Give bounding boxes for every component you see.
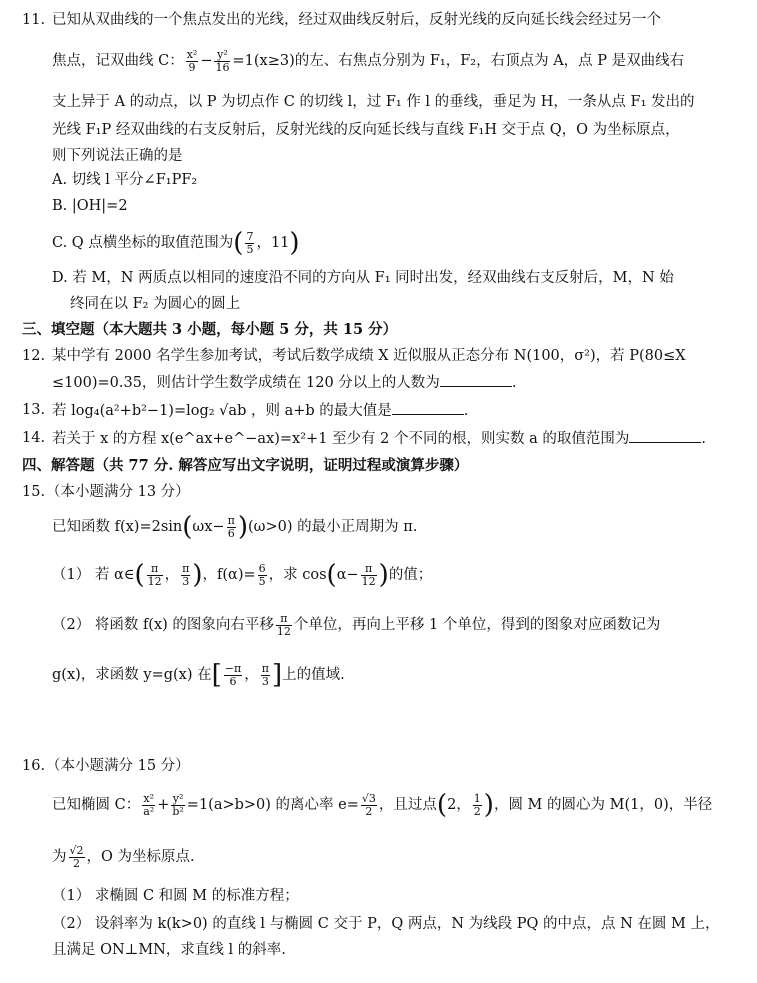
fraction-1-over-2 xyxy=(473,793,482,818)
q16-def-text-c: ，且过点 xyxy=(378,797,437,813)
q16-def-text-d: ，圆 M 的圆心为 M(1，0)，半径 xyxy=(493,797,713,813)
q15-score-note: （本小题满分 13 分） xyxy=(46,484,190,500)
denominator: 3 xyxy=(182,574,190,588)
fraction-pi-over-6 xyxy=(227,515,236,540)
q15-part1-text-d: α− xyxy=(336,567,359,583)
q11-line2 xyxy=(52,46,684,76)
fraction-6-over-5 xyxy=(258,563,267,588)
q16-def-text-a: 已知椭圆 C： xyxy=(52,797,141,813)
q12-line2: ≤100)=0.35，则估计学生数学成绩在 120 分以上的人数为 . xyxy=(52,372,516,393)
numerator: π xyxy=(182,561,190,575)
denominator: b² xyxy=(172,804,184,818)
q11-line5: 则下列说法正确的是 xyxy=(52,148,183,164)
q13-number: 13. xyxy=(22,402,46,418)
fraction-pi-over-3 xyxy=(181,563,190,588)
minus-sign: − xyxy=(200,53,213,69)
section-4-heading: 四、解答题（共 77 分. 解答应写出文字说明，证明过程或演算步骤） xyxy=(22,457,469,474)
denominator: a² xyxy=(143,804,155,818)
q16-part2-line2: 且满足 ON⊥MN，求直线 l 的斜率. xyxy=(52,942,286,958)
q15-part1-text-a: （1） 若 α∈ xyxy=(52,567,135,583)
option-c-upper: ，11 xyxy=(256,235,290,251)
q15-function-definition xyxy=(52,512,417,542)
q16-number: 16. xyxy=(22,758,46,774)
q16-def-text-b: =1(a>b>0) 的离心率 e= xyxy=(186,797,359,813)
q12-line1: 某中学有 2000 名学生参加考试，考试后数学成绩 X 近似服从正态分布 N(100，σ²)，若 P(80≤X xyxy=(52,348,686,364)
q11-line2-text-a: 焦点，记双曲线 C： xyxy=(52,53,184,69)
q12-line2-text: ≤100)=0.35，则估计学生数学成绩在 120 分以上的人数为 xyxy=(52,375,440,391)
denominator: 6 xyxy=(227,526,235,540)
q16-radius-line xyxy=(52,842,195,872)
close-paren: ) xyxy=(192,560,203,590)
q15-part2-line1 xyxy=(52,610,660,640)
q14-number: 14. xyxy=(22,430,46,446)
q16-part1: （1） 求椭圆 C 和圆 M 的标准方程； xyxy=(52,888,299,904)
point-x: 2， xyxy=(447,797,471,813)
q16-ellipse-definition xyxy=(52,790,712,820)
denominator: 16 xyxy=(215,60,230,74)
close-paren: ) xyxy=(378,560,389,590)
q16-part2-line1: （2） 设斜率为 k(k>0) 的直线 l 与椭圆 C 交于 P，Q 两点，N 为线段 PQ 的中点，点 N 在圆 M 上， xyxy=(52,916,720,932)
q15-part2-line2 xyxy=(52,660,345,690)
close-paren: ) xyxy=(289,228,300,258)
q11-number: 11. xyxy=(22,12,46,28)
denominator: 3 xyxy=(261,674,269,688)
numerator: y² xyxy=(214,49,230,62)
q14-statement: 若关于 x 的方程 x(e^ax+e^−ax)=x²+1 至少有 2 个不同的根，则实数 a 的取值范围为 xyxy=(52,431,630,447)
fraction-pi-over-12 xyxy=(147,563,163,588)
numerator: π xyxy=(261,661,269,675)
q11-option-b: B. |OH|=2 xyxy=(52,198,128,214)
fraction-neg-pi-over-6 xyxy=(224,663,242,688)
numerator: π xyxy=(227,513,235,527)
open-paren: ( xyxy=(436,790,448,820)
option-c-text: C. Q 点横坐标的取值范围为 xyxy=(52,235,234,251)
q15-number: 15. xyxy=(22,484,46,500)
numerator: x² xyxy=(186,47,198,61)
q13-statement: 若 log₄(a²+b²−1)=log₂ √ab ，则 a+b 的最大值是 xyxy=(52,403,392,419)
q11-option-c xyxy=(52,228,300,258)
q15-part1-text-e: 的值； xyxy=(388,567,433,583)
q11-option-d-line2: 终同在以 F₂ 为圆心的圆上 xyxy=(70,296,241,312)
fraction-sqrt3-over-2 xyxy=(361,793,377,818)
q15-part2-text-a: （2） 将函数 f(x) 的图象向右平移 xyxy=(52,617,274,633)
denominator: 5 xyxy=(246,242,254,256)
q16-score-note: （本小题满分 15 分） xyxy=(46,758,190,774)
fraction-pi-over-3 xyxy=(261,663,270,688)
q12-number: 12. xyxy=(22,348,46,364)
numerator: π xyxy=(147,563,163,576)
q15-part2-text-b: 个单位，再向上平移 1 个单位，得到的图象对应函数记为 xyxy=(293,617,661,633)
q11-line1: 已知从双曲线的一个焦点发出的光线，经过双曲线反射后，反射光线的反向延长线会经过另一个 xyxy=(52,12,661,28)
close-paren: ) xyxy=(237,512,248,542)
numerator: √3 xyxy=(361,791,376,805)
fraction-y2-over-16 xyxy=(214,49,230,74)
fraction-7-over-5 xyxy=(245,231,254,256)
q11-line4: 光线 F₁P 经双曲线的右支反射后，反射光线的反向延长线与直线 F₁H 交于点 Q，O 为坐标原点， xyxy=(52,122,680,138)
fraction-pi-over-12 xyxy=(361,563,377,588)
answer-blank xyxy=(629,428,701,443)
open-bracket: [ xyxy=(211,660,222,690)
q15-def-text-a: 已知函数 f(x)=2sin xyxy=(52,519,183,535)
q15-part1-text-b: ，f(α)= xyxy=(202,567,256,583)
q15-part1 xyxy=(52,560,432,590)
section-3-heading: 三、填空题（本大题共 3 小题，每小题 5 分，共 15 分） xyxy=(22,321,398,338)
numerator: π xyxy=(361,563,377,576)
numerator: x² xyxy=(143,791,155,805)
denominator: 12 xyxy=(361,574,376,588)
comma: ， xyxy=(244,667,259,683)
q11-line2-text-b: =1(x≥3)的左、右焦点分别为 F₁，F₂，右顶点为 A，点 P 是双曲线右 xyxy=(232,53,685,69)
numerator: √2 xyxy=(69,843,84,857)
denominator: 5 xyxy=(258,574,266,588)
numerator: π xyxy=(276,613,292,626)
q15-part2-text-c: g(x)，求函数 y=g(x) 在 xyxy=(52,667,212,683)
answer-blank xyxy=(440,372,512,387)
comma: ， xyxy=(164,567,180,583)
fraction-x2-over-a2 xyxy=(142,793,155,818)
q15-def-arg: ωx− xyxy=(192,519,225,535)
answer-blank xyxy=(392,400,464,415)
q15-def-text-c: (ω>0) 的最小正周期为 π. xyxy=(247,519,418,535)
denominator: 9 xyxy=(188,60,196,74)
denominator: 12 xyxy=(276,624,291,638)
fraction-sqrt2-over-2 xyxy=(69,845,85,870)
close-paren: ) xyxy=(483,790,494,820)
numerator: y² xyxy=(172,791,184,805)
q13-text: 若 log₄(a²+b²−1)=log₂ √ab ，则 a+b 的最大值是 . xyxy=(52,400,468,421)
q15-part1-text-c: ，求 cos xyxy=(268,567,327,583)
denominator: 6 xyxy=(229,674,237,688)
denominator: 2 xyxy=(365,804,373,818)
q11-option-a: A. 切线 l 平分∠F₁PF₂ xyxy=(52,172,198,188)
numerator: 7 xyxy=(246,229,254,243)
fraction-pi-over-12 xyxy=(276,613,292,638)
numerator: 1 xyxy=(473,791,481,805)
q16-radius-text-a: 为 xyxy=(52,849,67,865)
open-paren: ( xyxy=(182,512,193,542)
q16-radius-text-b: ，O 为坐标原点. xyxy=(86,849,195,865)
denominator: 12 xyxy=(147,574,162,588)
close-bracket: ] xyxy=(271,660,283,690)
plus-sign: + xyxy=(157,797,170,813)
denominator: 2 xyxy=(73,856,80,870)
q15-part2-text-d: 上的值域. xyxy=(282,667,345,683)
fraction-x2-over-9 xyxy=(186,49,199,74)
denominator: 2 xyxy=(473,804,481,818)
numerator: 6 xyxy=(258,561,266,575)
open-paren: ( xyxy=(233,228,244,258)
q14-text: 若关于 x 的方程 x(e^ax+e^−ax)=x²+1 至少有 2 个不同的根，则实数 a 的取值范围为 . xyxy=(52,428,706,449)
numerator: −π xyxy=(224,661,242,675)
open-paren: ( xyxy=(134,560,145,590)
q11-line3: 支上异于 A 的动点，以 P 为切点作 C 的切线 l，过 F₁ 作 l 的垂线，垂足为 H，一条从点 F₁ 发出的 xyxy=(52,94,695,110)
q11-option-d-line1: D. 若 M，N 两质点以相同的速度沿不同的方向从 F₁ 同时出发，经双曲线右支反射后，M，N 始 xyxy=(52,270,674,286)
open-paren: ( xyxy=(326,560,337,590)
fraction-y2-over-b2 xyxy=(171,793,184,818)
